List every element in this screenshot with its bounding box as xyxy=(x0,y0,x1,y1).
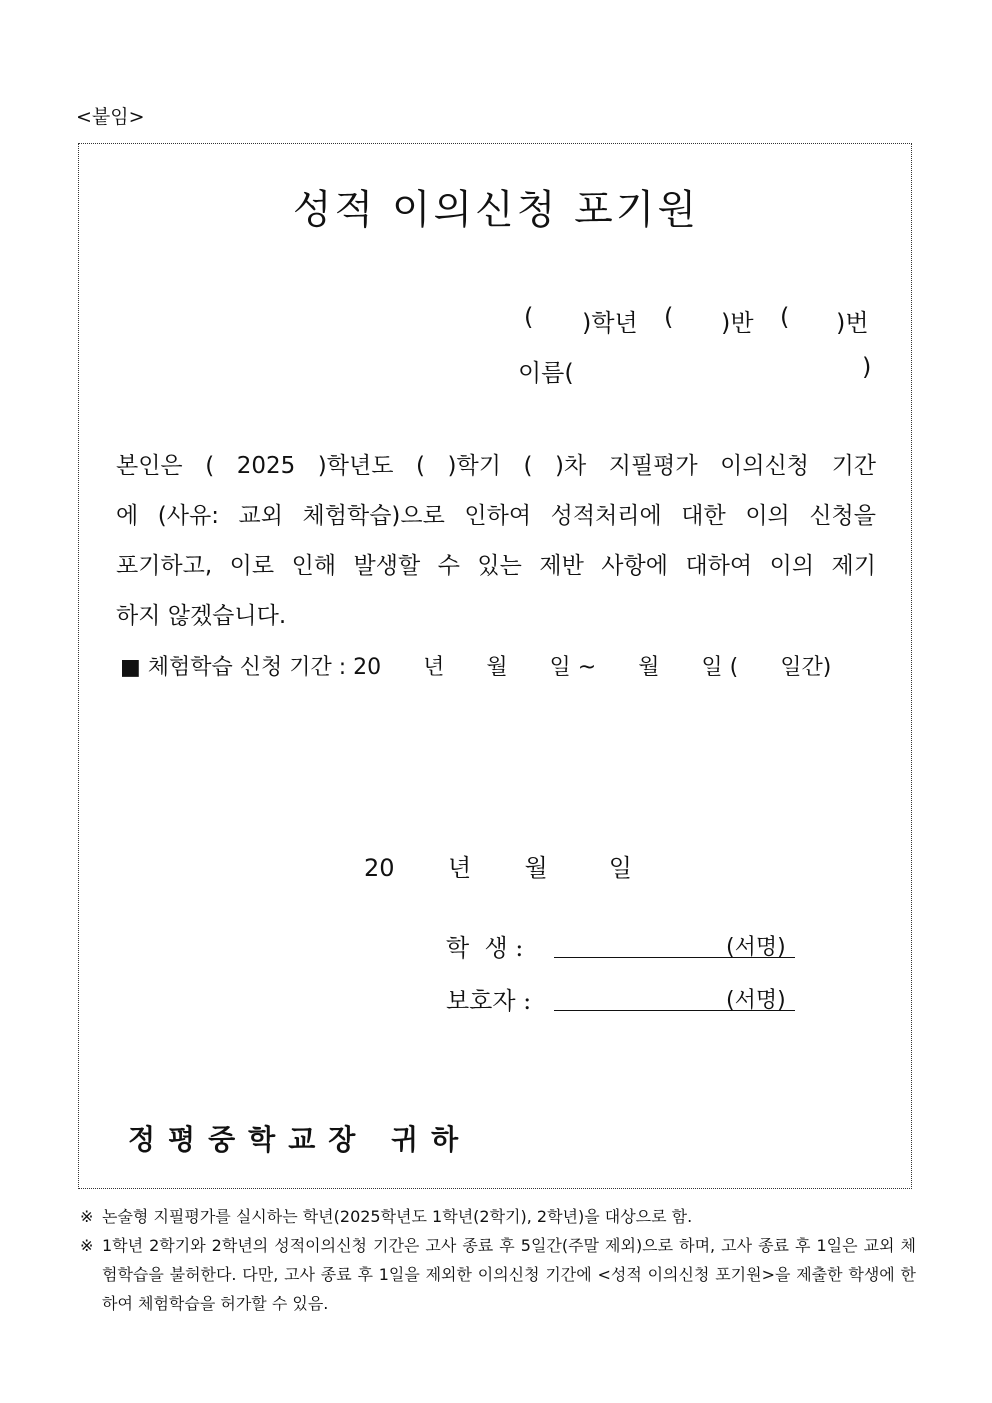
grade-open: ( xyxy=(524,303,534,331)
attachment-label: <붙임> xyxy=(76,106,145,128)
grade-field: )학년 xyxy=(582,309,638,337)
note-item xyxy=(80,1202,916,1231)
guardian-sign-mark: (서명) xyxy=(726,988,786,1013)
note-item xyxy=(80,1231,916,1318)
note-mark: ※ xyxy=(80,1207,94,1226)
name-field-close: ) xyxy=(862,353,872,381)
form-title: 성적 이의신청 포기원 xyxy=(292,187,700,233)
student-sign-mark: (서명) xyxy=(726,935,786,960)
note-mark: ※ xyxy=(80,1236,94,1255)
number-open: ( xyxy=(780,303,790,331)
class-open: ( xyxy=(664,303,674,331)
class-field: )반 xyxy=(721,309,754,337)
addressee: 정평중학교장 귀하 xyxy=(128,1123,472,1156)
note-text: 논술형 지필평가를 실시하는 학년(2025학년도 1학년(2학기), 2학년)을 대상으로 함. xyxy=(102,1207,693,1226)
statement-line-2: 에 (사유: 교외 체험학습)으로 인하여 성적처리에 대한 이의 신청을 xyxy=(116,503,876,529)
submission-date: 20 년 월 일 xyxy=(364,854,632,882)
statement-line-4: 하지 않겠습니다. xyxy=(116,603,287,629)
name-label: 이름( xyxy=(518,359,574,387)
guardian-sign-label: 보호자 : xyxy=(446,987,532,1015)
note-text: 1학년 2학기와 2학년의 성적이의신청 기간은 고사 종료 후 5일간(주말 제외)으로 하며, 고사 종료 후 1일은 교외 체험학습을 불허한다. 다만, 고사 종료 후 1일을 제외한 이의신청 기간에 <성적 이의신청 포기원>을 제출한 학생에 한하여 체험학습을 허가할 수 있음. xyxy=(102,1236,916,1313)
statement-line-1: 본인은 ( 2025 )학년도 ( )학기 ( )차 지필평가 이의신청 기간 xyxy=(116,453,876,479)
number-field: )번 xyxy=(836,309,869,337)
trip-period-line: ■ 체험학습 신청 기간 : 20 년 월 일 ~ 월 일 ( 일간) xyxy=(120,655,832,680)
statement-line-3: 포기하고, 이로 인해 발생할 수 있는 제반 사항에 대하여 이의 제기 xyxy=(116,553,876,579)
student-sign-label: 학 생 : xyxy=(446,934,524,962)
